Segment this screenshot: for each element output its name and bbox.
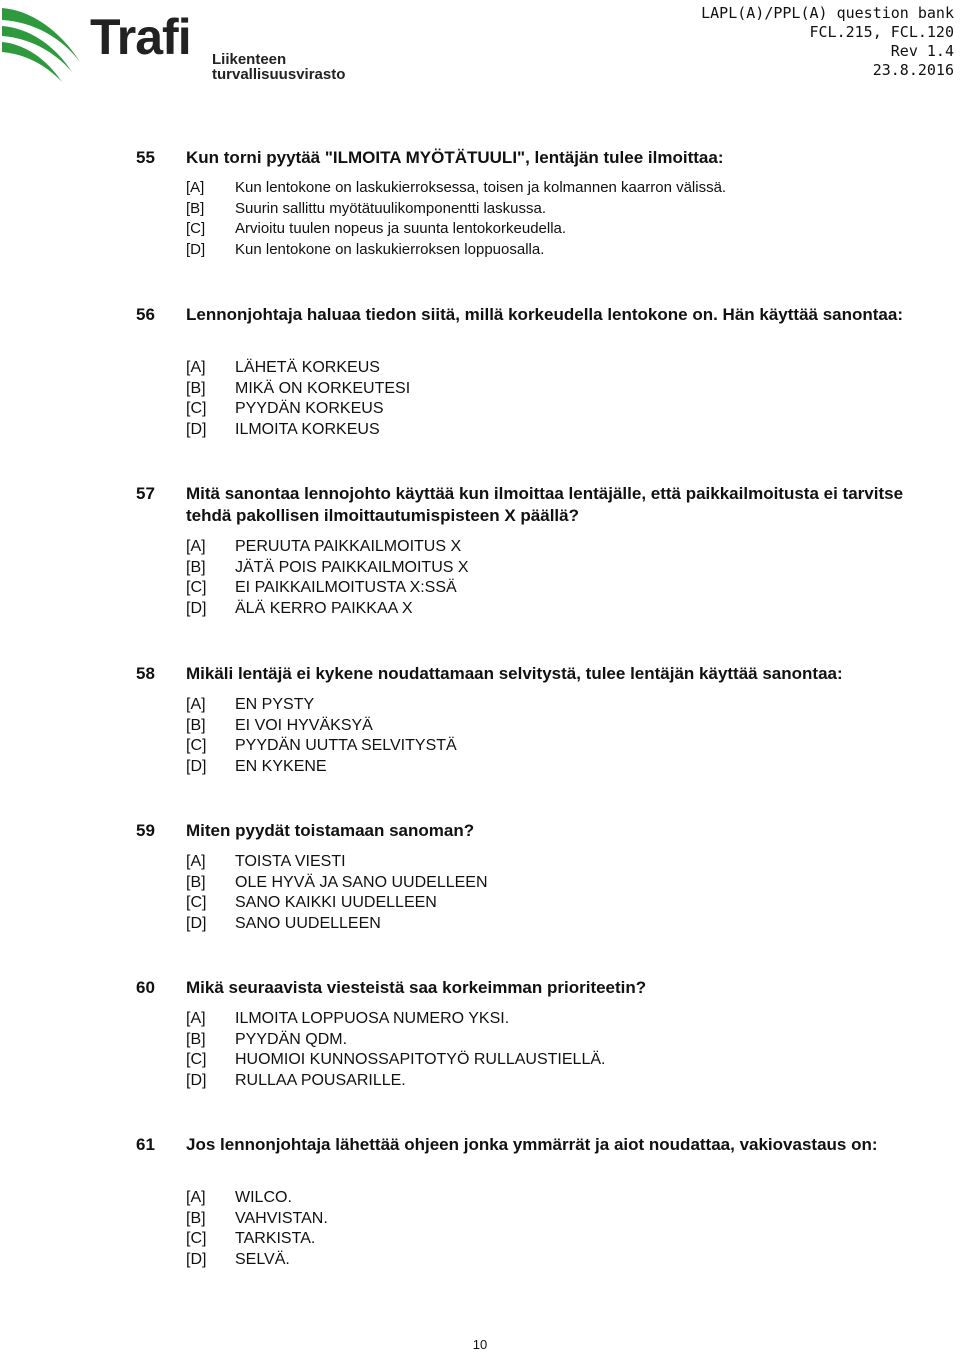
option-list: [186, 1188, 946, 1270]
document-meta: [701, 4, 954, 80]
option-d: [186, 599, 946, 620]
option-key: [B]: [186, 873, 206, 891]
doc-revision: Rev 1.4: [890, 42, 954, 60]
question-text: Mitä sanontaa lennojohto käyttää kun ilmoittaa lentäjälle, että paikkailmoitusta ei tarvitse tehdä pakollisen ilmoittautumispisteen X päällä?: [186, 484, 904, 525]
page-number: 10: [472, 1337, 488, 1352]
option-text: SELVÄ.: [235, 1250, 290, 1268]
option-key: [D]: [186, 914, 207, 932]
option-a: [186, 1009, 946, 1030]
option-key: [A]: [186, 359, 206, 376]
option-b: [186, 558, 946, 579]
option-text: Arvioitu tuulen nopeus ja suunta lentokorkeudella.: [235, 220, 567, 237]
option-key: [C]: [186, 1051, 207, 1068]
option-d: [186, 240, 946, 261]
option-key: [C]: [186, 737, 207, 754]
question-text: Lennonjohtaja haluaa tiedon siitä, millä korkeudella lentokone on. Hän käyttää sanontaa:: [186, 305, 903, 324]
option-text: PYYDÄN QDM.: [235, 1030, 348, 1048]
question-number: 59: [136, 821, 155, 840]
option-key: [D]: [186, 1250, 207, 1268]
option-a: [186, 1188, 946, 1209]
doc-date: 23.8.2016: [872, 61, 954, 79]
option-b: [186, 716, 946, 737]
question-text: Jos lennonjohtaja lähettää ohjeen jonka ymmärrät ja aiot noudattaa, vakiovastaus on:: [186, 1135, 878, 1154]
option-d: [186, 757, 946, 778]
option-text: MIKÄ ON KORKEUTESI: [235, 379, 411, 397]
question-number: 57: [136, 484, 155, 503]
option-text: PYYDÄN KORKEUS: [235, 400, 384, 417]
option-key: [B]: [186, 1030, 206, 1048]
option-list: [186, 358, 946, 440]
option-key: [C]: [186, 1230, 207, 1247]
option-c: [186, 893, 946, 914]
option-a: [186, 178, 946, 199]
option-list: [186, 852, 946, 934]
option-list: [186, 178, 946, 260]
option-text: Kun lentokone on laskukierroksessa, toisen ja kolmannen kaarron välissä.: [235, 179, 727, 196]
option-c: [186, 219, 946, 240]
option-key: [C]: [186, 220, 206, 237]
option-text: SANO UUDELLEEN: [235, 914, 381, 932]
question-text: Mikä seuraavista viesteistä saa korkeimman prioriteetin?: [186, 978, 647, 997]
option-key: [D]: [186, 420, 207, 438]
option-a: [186, 695, 946, 716]
question-number: 60: [136, 978, 155, 997]
question-text: Kun torni pyytää "ILMOITA MYÖTÄTUULI", lentäjän tulee ilmoittaa:: [186, 148, 724, 167]
question-number: 56: [136, 305, 155, 324]
option-a: [186, 852, 946, 873]
option-text: PERUUTA PAIKKAILMOITUS X: [235, 538, 462, 555]
option-list: [186, 695, 946, 777]
option-key: [A]: [186, 696, 206, 713]
trafi-logo: [0, 0, 420, 95]
option-text: VAHVISTAN.: [235, 1209, 328, 1227]
option-key: [B]: [186, 716, 206, 734]
option-b: [186, 873, 946, 894]
option-text: Suurin sallittu myötätuulikomponentti laskussa.: [235, 199, 546, 217]
option-key: [A]: [186, 179, 205, 196]
trafi-swoosh-icon: [0, 0, 90, 95]
option-key: [C]: [186, 579, 207, 596]
option-text: ÄLÄ KERRO PAIKKAA X: [235, 599, 413, 617]
question-number: 61: [136, 1135, 155, 1154]
option-key: [C]: [186, 400, 207, 417]
option-d: [186, 1250, 946, 1271]
option-c: [186, 1229, 946, 1250]
option-key: [D]: [186, 1071, 207, 1089]
logo-wordmark: Trafi: [90, 9, 191, 65]
option-a: [186, 537, 946, 558]
option-key: [D]: [186, 599, 207, 617]
option-key: [C]: [186, 894, 207, 911]
question-text: Mikäli lentäjä ei kykene noudattamaan selvitystä, tulee lentäjän käyttää sanontaa:: [186, 664, 843, 683]
option-text: LÄHETÄ KORKEUS: [235, 359, 380, 376]
question-text: Miten pyydät toistamaan sanoman?: [186, 821, 475, 840]
option-c: [186, 736, 946, 757]
option-b: [186, 379, 946, 400]
option-text: HUOMIOI KUNNOSSAPITOTYÖ RULLAUSTIELLÄ.: [235, 1051, 606, 1068]
option-b: [186, 199, 946, 220]
option-key: [B]: [186, 558, 206, 576]
option-key: [A]: [186, 1010, 206, 1027]
option-text: PYYDÄN UUTTA SELVITYSTÄ: [235, 737, 457, 754]
option-list: [186, 537, 946, 619]
option-text: OLE HYVÄ JA SANO UUDELLEEN: [235, 873, 488, 891]
option-text: EI PAIKKAILMOITUSTA X:SSÄ: [235, 579, 457, 596]
option-text: SANO KAIKKI UUDELLEEN: [235, 894, 437, 911]
option-text: WILCO.: [235, 1189, 292, 1206]
option-text: EN PYSTY: [235, 696, 315, 713]
option-key: [A]: [186, 538, 206, 555]
question-number: 55: [136, 148, 155, 167]
logo-subtitle: Liikenteen turvallisuusvirasto: [212, 51, 346, 83]
option-text: EN KYKENE: [235, 757, 327, 775]
option-text: JÄTÄ POIS PAIKKAILMOITUS X: [235, 558, 469, 576]
option-key: [D]: [186, 240, 206, 258]
option-c: [186, 1050, 946, 1071]
option-text: EI VOI HYVÄKSYÄ: [235, 716, 373, 734]
option-d: [186, 914, 946, 935]
option-d: [186, 1071, 946, 1092]
option-key: [A]: [186, 1189, 206, 1206]
option-key: [B]: [186, 1209, 206, 1227]
option-text: TARKISTA.: [235, 1230, 316, 1247]
option-key: [D]: [186, 757, 207, 775]
option-text: Kun lentokone on laskukierroksen loppuosalla.: [235, 240, 545, 258]
option-text: TOISTA VIESTI: [235, 853, 346, 870]
option-d: [186, 420, 946, 441]
option-list: [186, 1009, 946, 1091]
option-c: [186, 399, 946, 420]
option-c: [186, 578, 946, 599]
page-header: [0, 0, 960, 100]
option-key: [B]: [186, 199, 205, 217]
option-b: [186, 1209, 946, 1230]
doc-title: LAPL(A)/PPL(A) question bank: [701, 4, 954, 22]
option-key: [A]: [186, 853, 206, 870]
option-a: [186, 358, 946, 379]
option-text: RULLAA POUSARILLE.: [235, 1071, 406, 1089]
option-b: [186, 1030, 946, 1051]
question-number: 58: [136, 664, 155, 683]
option-text: ILMOITA LOPPUOSA NUMERO YKSI.: [235, 1010, 510, 1027]
option-text: ILMOITA KORKEUS: [235, 420, 380, 438]
doc-codes: FCL.215, FCL.120: [809, 23, 954, 41]
option-key: [B]: [186, 379, 206, 397]
